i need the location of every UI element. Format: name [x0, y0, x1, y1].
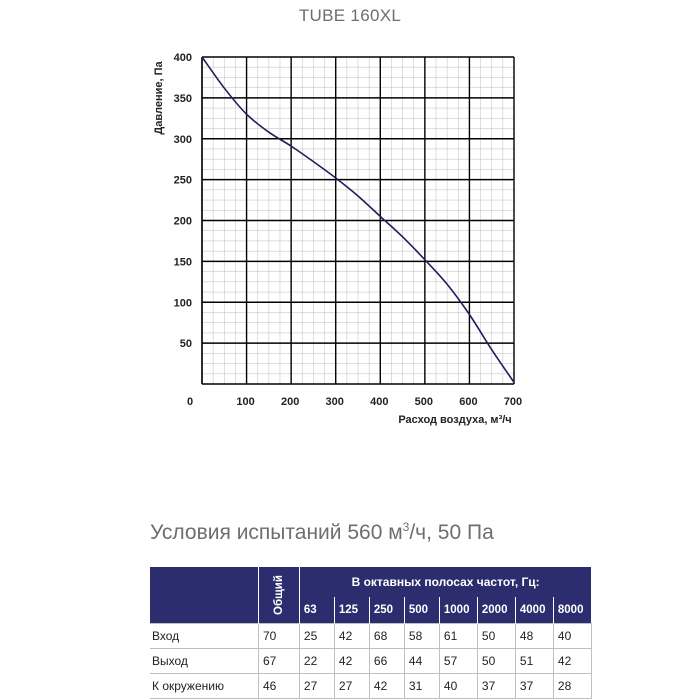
band-value-cell: 31	[404, 674, 439, 699]
row-label: К окружению	[150, 674, 259, 699]
band-value-cell: 42	[334, 624, 369, 649]
y-tick-label: 350	[173, 92, 192, 105]
band-value-cell: 68	[369, 624, 404, 649]
table-body	[150, 624, 591, 699]
test-conditions-title	[150, 520, 494, 545]
band-value-cell: 42	[369, 674, 404, 699]
y-axis-label: Давление, Па	[153, 61, 165, 135]
y-tick-label: 100	[173, 297, 192, 310]
row-label: Вход	[150, 624, 259, 649]
test-conditions-suffix: /ч, 50 Па	[409, 521, 494, 544]
band-value-cell: 50	[477, 649, 515, 674]
band-value-cell: 40	[439, 674, 477, 699]
x-tick-label: 400	[370, 396, 389, 408]
band-value-cell: 66	[369, 649, 404, 674]
band-header-cell: 1000	[439, 597, 477, 624]
x-axis-label: Расход воздуха, м³/ч	[398, 414, 512, 426]
y-tick-label: 300	[173, 133, 192, 146]
total-cell: 70	[259, 624, 300, 649]
chart-title: TUBE 160XL	[298, 6, 402, 25]
x-tick-label: 200	[280, 396, 300, 408]
band-value-cell: 42	[334, 649, 369, 674]
band-value-cell: 44	[404, 649, 439, 674]
band-value-cell: 37	[477, 674, 515, 699]
x-tick-label: 300	[325, 396, 344, 408]
band-header-cell: 63	[299, 597, 334, 624]
y-tick-label: 50	[179, 338, 192, 351]
band-header-cell: 250	[369, 597, 404, 624]
band-header-cell: 500	[404, 597, 439, 624]
band-value-cell: 22	[299, 649, 334, 674]
band-value-cell: 27	[334, 674, 369, 699]
band-header-cell: 125	[334, 597, 369, 624]
test-conditions-prefix: Условия испытаний 560 м	[150, 521, 403, 544]
y-tick-label: 400	[173, 52, 192, 64]
band-value-cell: 28	[553, 674, 591, 699]
table-row	[150, 674, 591, 699]
bands-header: В октавных полосах частот, Гц:	[299, 567, 591, 597]
y-tick-label: 250	[173, 174, 192, 187]
band-value-cell: 27	[299, 674, 334, 699]
x-tick-label: 600	[459, 396, 478, 408]
total-cell: 67	[259, 649, 300, 674]
x-tick-label: 0	[186, 396, 194, 408]
octave-band-table	[150, 567, 592, 699]
band-value-cell: 61	[439, 624, 477, 649]
y-tick-labels	[174, 52, 192, 350]
band-value-cell: 57	[439, 649, 477, 674]
x-tick-label: 700	[503, 396, 523, 408]
x-tick-labels	[187, 396, 522, 408]
table-row	[150, 624, 591, 649]
y-tick-label: 150	[173, 256, 192, 269]
band-header-cell: 2000	[477, 597, 515, 624]
total-cell: 46	[259, 674, 300, 699]
band-header-cell: 4000	[515, 597, 553, 624]
band-value-cell: 40	[553, 624, 591, 649]
band-value-cell: 25	[299, 624, 334, 649]
total-header: Общий	[259, 567, 300, 624]
band-value-cell: 58	[404, 624, 439, 649]
band-value-cell: 37	[515, 674, 553, 699]
row-label: Выход	[150, 649, 259, 674]
x-tick-label: 100	[236, 396, 255, 408]
band-value-cell: 50	[477, 624, 515, 649]
table-row	[150, 649, 591, 674]
band-value-cell: 42	[553, 649, 591, 674]
test-conditions-sup: 3	[402, 520, 410, 534]
band-value-cell: 51	[515, 649, 553, 674]
y-tick-label: 200	[173, 215, 192, 228]
table-corner	[150, 567, 259, 624]
band-header-cell: 8000	[553, 597, 591, 624]
band-value-cell: 48	[515, 624, 553, 649]
x-tick-label: 500	[414, 396, 434, 408]
